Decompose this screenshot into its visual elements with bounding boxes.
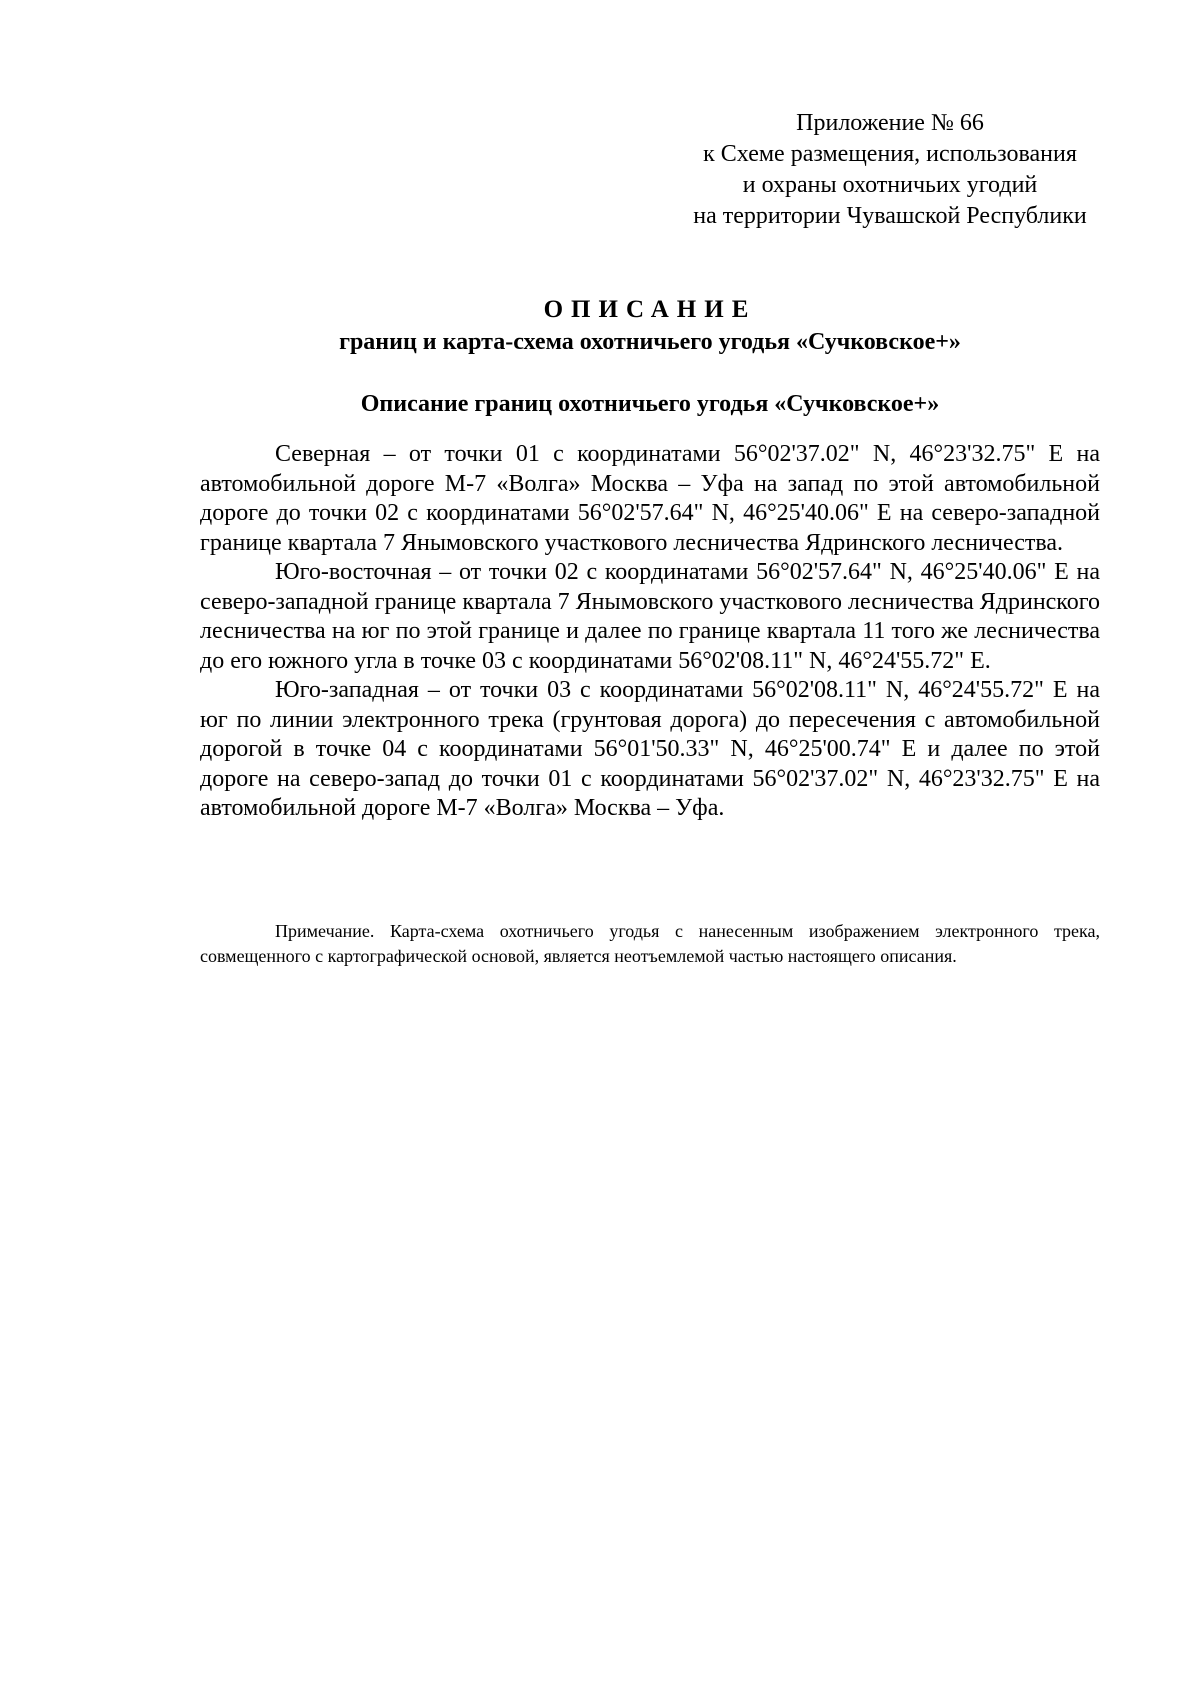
paragraph-southeast: Юго-восточная – от точки 02 с координатами 56°02'57.64" N, 46°25'40.06" E на северо-западной границе квартала 7 Янымовского участкового лесничества Ядринского лесничества на юг по этой границе и далее по границе квартала 11 того же лесничества до его южного угла в точке 03 с координатами 56°02'08.11" N, 46°24'55.72" E. [200, 559, 1100, 674]
appendix-header [640, 108, 1140, 232]
appendix-line: и охраны охотничьих угодий [742, 172, 1038, 198]
note: Примечание. Карта-схема охотничьего угодья с нанесенным изображением электронного трека, совмещенного с картографической основой, является неотъемлемой частью настоящего описания. [200, 921, 1100, 966]
appendix-line: к Схеме размещения, использования [703, 141, 1077, 167]
title-block [200, 294, 1100, 420]
document-title: ОПИСАНИЕ [543, 296, 757, 323]
appendix-line: на территории Чувашской Республики [693, 203, 1087, 229]
document-subtitle: границ и карта-схема охотничьего угодья «Сучковское+» [339, 329, 961, 355]
paragraph-north: Северная – от точки 01 с координатами 56°02'37.02" N, 46°23'32.75" E на автомобильной дороге М-7 «Волга» Москва – Уфа на запад по этой автомобильной дороге до точки 02 с координатами 56°02'57.64" N, 46°25'40.06" E на северо-западной границе квартала 7 Янымовского участкового лесничества Ядринского лесничества. [200, 441, 1100, 556]
boundary-description [200, 440, 1100, 824]
appendix-line: Приложение № 66 [796, 110, 984, 136]
section-heading: Описание границ охотничьего угодья «Сучковское+» [360, 391, 940, 417]
paragraph-southwest: Юго-западная – от точки 03 с координатами 56°02'08.11" N, 46°24'55.72" E на юг по линии электронного трека (грунтовая дорога) до пересечения с автомобильной дорогой в точке 04 с координатами 56°01'50.33" N, 46°25'00.74" E и далее по этой дороге на северо-запад до точки 01 с координатами 56°02'37.02" N, 46°23'32.75" E на автомобильной дороге М-7 «Волга» Москва – Уфа. [200, 677, 1100, 821]
